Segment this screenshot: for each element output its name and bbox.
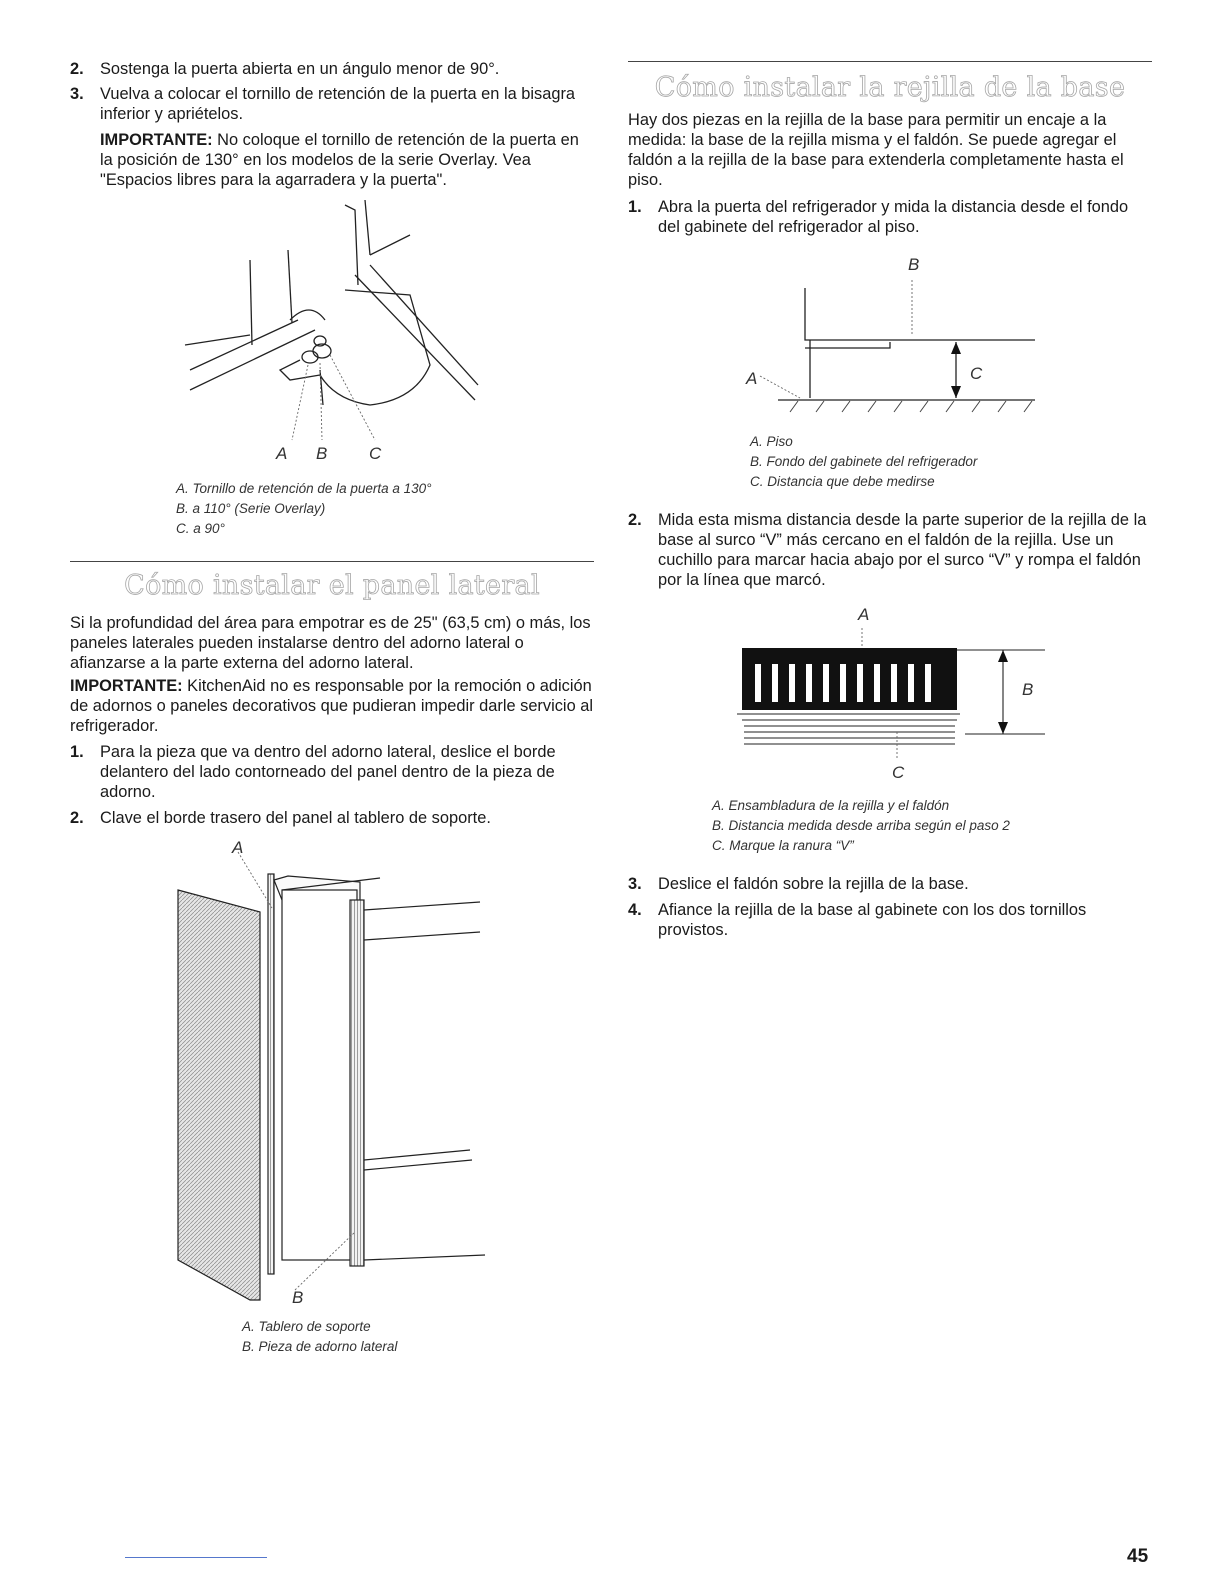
section-divider <box>628 61 1152 62</box>
footer-line <box>125 1557 267 1558</box>
figure4-label-a: A <box>858 605 870 624</box>
figure1-caption-b: B. a 110° (Serie Overlay) <box>176 501 326 516</box>
figure1-caption-c: C. a 90° <box>176 521 225 536</box>
figure3-label-b: B <box>908 255 920 274</box>
figure1-label-a: A <box>276 444 288 463</box>
step-number: 2. <box>628 511 642 529</box>
figure1-label-c: C <box>369 444 382 463</box>
figure4-caption-c: C. Marque la ranura “V” <box>712 838 854 853</box>
figure2-caption-b: B. Pieza de adorno lateral <box>242 1339 398 1354</box>
important-label: IMPORTANTE: <box>100 131 213 149</box>
step-text: Abra la puerta del refrigerador y mida la distancia desde el fondo del gabinete del refrigerador al piso. <box>658 198 1129 236</box>
page-number: 45 <box>1127 1546 1149 1567</box>
important-note-2 <box>70 676 595 736</box>
figure3-label-c: C <box>970 364 983 383</box>
step-number: 1. <box>628 198 642 216</box>
step-number: 4. <box>628 901 642 919</box>
figure4-label-b: B <box>1022 680 1034 699</box>
step-number: 2. <box>70 60 84 78</box>
step-number: 3. <box>70 85 84 103</box>
figure3-caption-a: A. Piso <box>750 434 793 449</box>
important-label: IMPORTANTE: <box>70 677 183 695</box>
figure3-caption-b: B. Fondo del gabinete del refrigerador <box>750 454 978 469</box>
step-text: Sostenga la puerta abierta en un ángulo menor de 90°. <box>100 60 500 78</box>
section-title-base-grille: Cómo instalar la rejilla de la base <box>654 72 1126 103</box>
side-panel-illustration <box>170 860 490 1300</box>
section-divider <box>70 561 594 562</box>
step-text: Clave el borde trasero del panel al tablero de soporte. <box>100 809 491 827</box>
important-note-1 <box>100 130 595 190</box>
step-text: Mida esta misma distancia desde la parte superior de la rejilla de la base al surco “V” más cercano en el faldón de la rejilla. Use un cuchillo para marcar hacia abajo por el surco “V” y rompa el faldón por la línea que marcó. <box>658 511 1147 589</box>
figure4-label-c: C <box>892 763 905 782</box>
important-text: No coloque el tornillo de retención de la puerta en la posición de 130° en los modelos de la serie Overlay. Vea "Espacios libres para la agarradera y la puerta". <box>100 131 579 189</box>
figure2-label-b: B <box>292 1288 304 1307</box>
step-text: Para la pieza que va dentro del adorno lateral, deslice el borde delantero del lado contorneado del panel dentro de la pieza de adorno. <box>100 743 556 801</box>
figure2-caption-a: A. Tablero de soporte <box>242 1319 371 1334</box>
base-grille-intro: Hay dos piezas en la rejilla de la base para permitir un encaje a la medida: la base de la rejilla misma y el faldón. Se puede agregar el faldón a la rejilla de la base para extenderla completamente hasta el piso. <box>628 111 1124 189</box>
figure4-caption-a: A. Ensambladura de la rejilla y el faldón <box>712 798 950 813</box>
step-number: 3. <box>628 875 642 893</box>
step-text: Afiance la rejilla de la base al gabinete con los dos tornillos provistos. <box>658 901 1087 939</box>
step-number: 2. <box>70 809 84 827</box>
figure1-label-b: B <box>316 444 328 463</box>
figure2-label-a: A <box>232 838 244 857</box>
figure3-caption-c: C. Distancia que debe medirse <box>750 474 935 489</box>
floor-measurement-diagram <box>740 280 1040 420</box>
figure4-caption-b: B. Distancia medida desde arriba según el paso 2 <box>712 818 1010 833</box>
figure1-caption-a: A. Tornillo de retención de la puerta a 130° <box>176 481 432 496</box>
figure3-label-a: A <box>746 369 758 388</box>
step-text: Vuelva a colocar el tornillo de retención de la puerta en la bisagra inferior y apriételos. <box>100 85 576 123</box>
hinge-illustration <box>180 195 490 475</box>
side-panel-intro: Si la profundidad del área para empotrar es de 25" (63,5 cm) o más, los paneles laterales pueden instalarse dentro del adorno lateral o afianzarse a la parte externa del adorno lateral. <box>70 614 591 672</box>
section-title-side-panel: Cómo instalar el panel lateral <box>124 570 540 601</box>
step-text: Deslice el faldón sobre la rejilla de la base. <box>658 875 969 893</box>
grille-skirt-diagram <box>735 628 1055 758</box>
step-number: 1. <box>70 743 84 761</box>
important-text: KitchenAid no es responsable por la remoción o adición de adornos o paneles decorativos que pudieran impedir darle servicio al refrigerador. <box>70 677 593 735</box>
